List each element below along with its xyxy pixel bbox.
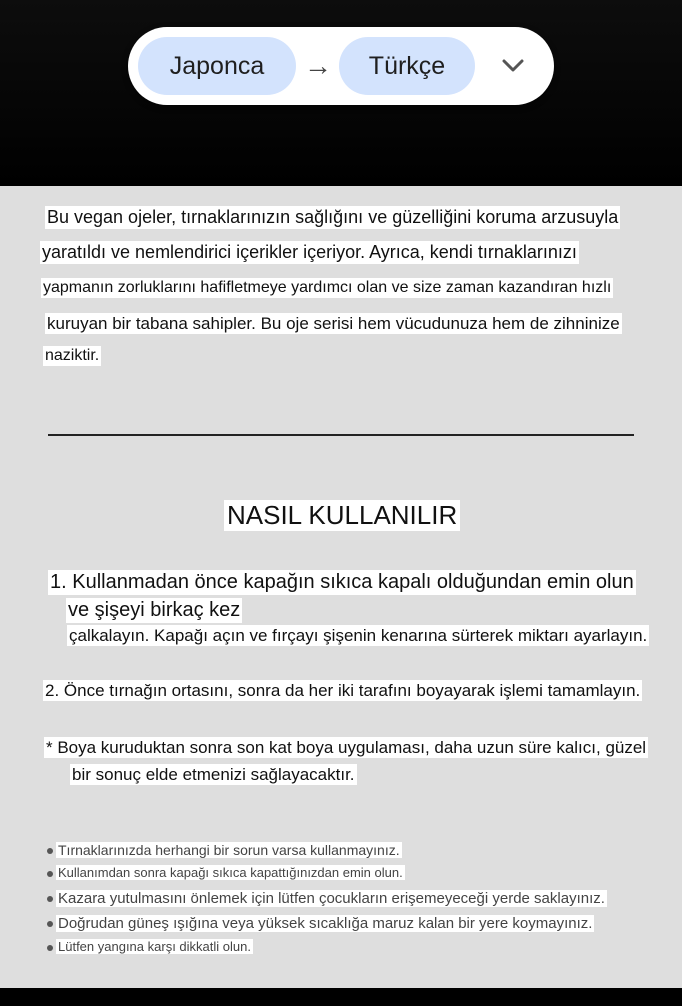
step-2-line: 2. Önce tırnağın ortasını, sonra da her iki tarafını boyayarak işlemi tamamlayın. — [45, 681, 641, 700]
source-language-button[interactable]: Japonca — [138, 37, 296, 95]
arrow-right-icon: → — [304, 50, 332, 81]
usage-heading: NASIL KULLANILIR — [224, 500, 460, 531]
warning-item: Kullanımdan sonra kapağı sıkıca kapattığınızdan emin olun. — [47, 865, 405, 882]
bullet-icon — [47, 945, 53, 951]
bullet-icon — [47, 871, 53, 877]
description-line: naziktir. — [45, 347, 100, 364]
language-selector-pill — [128, 27, 554, 105]
bullet-icon — [47, 896, 53, 902]
description-line: yapmanın zorluklarını hafifletmeye yardımcı olan ve size zaman kazandıran hızlı — [43, 279, 612, 296]
step-1-line: 1. Kullanmadan önce kapağın sıkıca kapalı olduğundan emin olun — [50, 571, 634, 593]
divider — [48, 434, 634, 436]
bullet-icon — [47, 848, 53, 854]
chevron-down-icon[interactable] — [498, 51, 528, 81]
warning-item: Doğrudan güneş ışığına veya yüksek sıcaklığa maruz kalan bir yere koymayınız. — [47, 914, 594, 934]
note-line: bir sonuç elde etmenizi sağlayacaktır. — [72, 765, 355, 784]
bottom-bar — [0, 988, 682, 1006]
note-line: * Boya kuruduktan sonra son kat boya uygulaması, daha uzun süre kalıcı, güzel — [46, 738, 647, 757]
bullet-icon — [47, 921, 53, 927]
description-line: yaratıldı ve nemlendirici içerikler içeriyor. Ayrıca, kendi tırnaklarınızı — [42, 242, 577, 262]
warning-item: Tırnaklarınızda herhangi bir sorun varsa kullanmayınız. — [47, 841, 402, 859]
description-line: Bu vegan ojeler, tırnaklarınızın sağlığını ve güzelliğini koruma arzusuyla — [47, 207, 619, 227]
description-line: kuruyan bir tabana sahipler. Bu oje serisi hem vücudunuza hem de zihninize — [47, 314, 620, 333]
warning-item: Kazara yutulmasını önlemek için lütfen çocukların erişemeyeceği yerde saklayınız. — [47, 889, 607, 909]
warning-item: Lütfen yangına karşı dikkatli olun. — [47, 939, 253, 956]
step-1-line: çalkalayın. Kapağı açın ve fırçayı şişenin kenarına sürterek miktarı ayarlayın. — [69, 626, 648, 645]
target-language-button[interactable]: Türkçe — [339, 37, 475, 95]
translate-toolbar — [0, 0, 682, 186]
step-1-line: ve şişeyi birkaç kez — [68, 599, 241, 621]
